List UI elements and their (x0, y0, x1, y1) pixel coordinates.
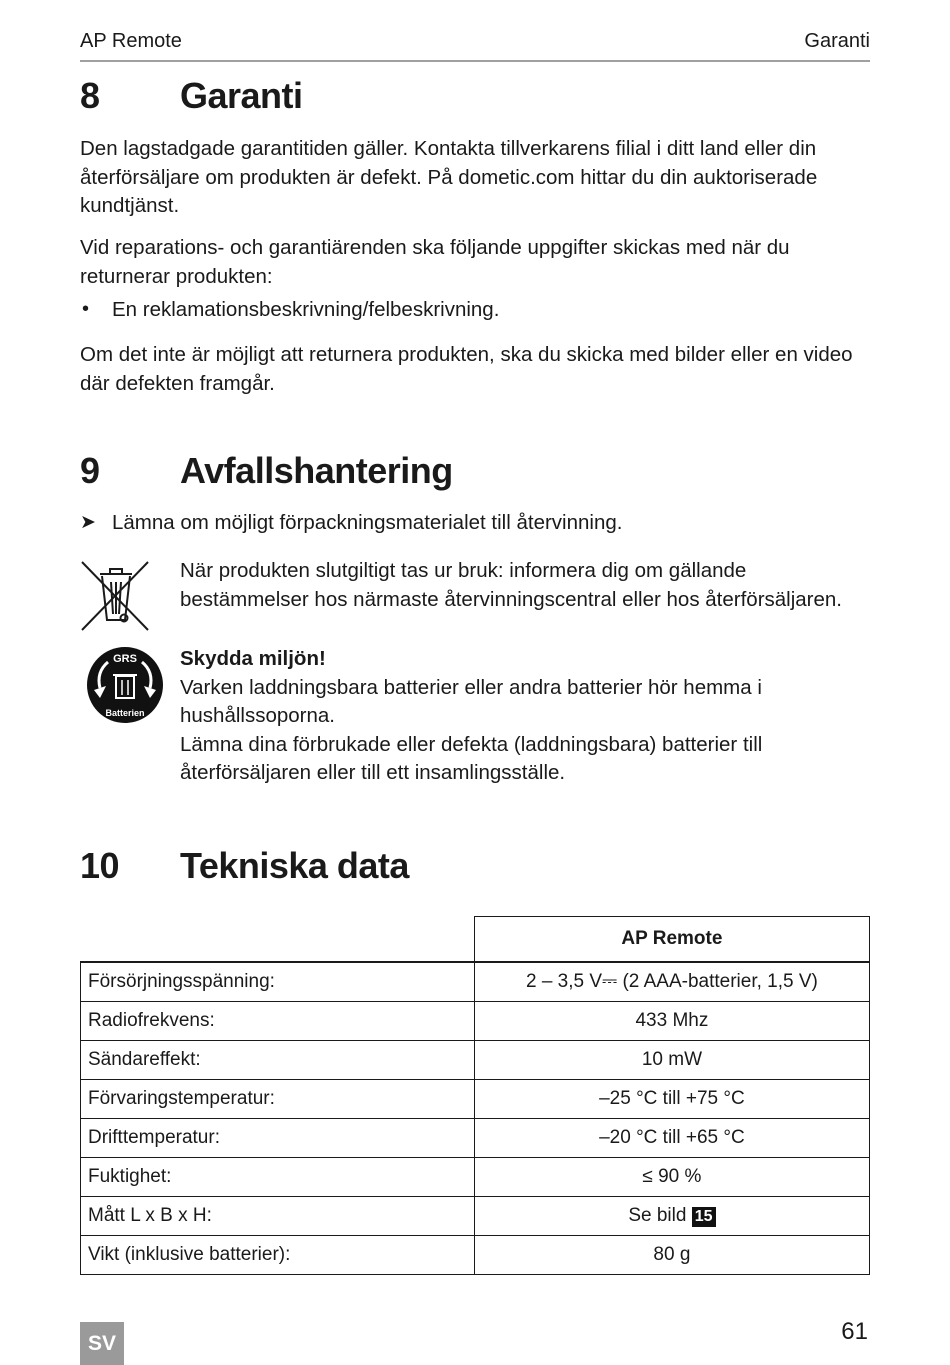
section-10-number: 10 (80, 845, 120, 886)
row-value: 10 mW (474, 1041, 869, 1080)
row-value: –25 °C till +75 °C (474, 1080, 869, 1119)
row-value: ≤ 90 % (474, 1158, 869, 1197)
bullet-marker: • (82, 298, 90, 320)
row-label: Radiofrekvens: (81, 1002, 475, 1041)
row-label: Vikt (inklusive batterier): (81, 1236, 475, 1275)
battery-notice (180, 645, 880, 788)
section-8-paragraph-1: Den lagstadgade garantitiden gäller. Kontakta tillverkarens filial i ditt land eller din återförsäljare om produkten är defekt. På dometic.com hittar du din auktoriserade kundtjänst. (80, 137, 818, 217)
weee-crossed-bin-icon (80, 560, 150, 632)
table-row (81, 1119, 870, 1158)
running-header-section: Garanti (804, 30, 870, 52)
table-row (81, 1041, 870, 1080)
row-value (474, 1197, 869, 1236)
row-value: 80 g (474, 1236, 869, 1275)
table-row (81, 1002, 870, 1041)
row-value: 2 – 3,5 V⎓ (2 AAA-batterier, 1,5 V) (474, 962, 869, 1002)
table-header-empty-cell (81, 917, 475, 963)
row-label: Förvaringstemperatur: (81, 1080, 475, 1119)
grs-batteries-logo (86, 646, 164, 724)
table-row (81, 1236, 870, 1275)
grs-logo-text: GRS (113, 653, 137, 665)
row-value: –20 °C till +65 °C (474, 1119, 869, 1158)
row-label: Försörjningsspänning: (81, 962, 475, 1002)
grs-logo-subtext: Batterien (105, 708, 145, 718)
row-label: Fuktighet: (81, 1158, 475, 1197)
table-header-row (81, 917, 870, 963)
table-row (81, 1158, 870, 1197)
battery-notice-line-1: Varken laddningsbara batterier eller andra batterier hör hemma i hushållssoporna. (180, 675, 762, 727)
section-8-paragraph-2: Vid reparations- och garantiärenden ska följande uppgifter skickas med när du returnerar produkten: (80, 236, 790, 288)
section-8-title: Garanti (180, 75, 303, 116)
row-value: 433 Mhz (474, 1002, 869, 1041)
section-8-paragraph-3: Om det inte är möjligt att returnera produkten, ska du skicka med bilder eller en video där defekten framgår. (80, 343, 853, 395)
header-divider (80, 60, 870, 62)
section-9-number: 9 (80, 450, 100, 491)
table-row (81, 1080, 870, 1119)
table-column-header: AP Remote (474, 917, 869, 963)
section-10-title: Tekniska data (180, 845, 409, 886)
section-8-bullet-item: En reklamationsbeskrivning/felbeskrivning. (112, 298, 500, 321)
battery-notice-heading: Skydda miljön! (180, 647, 326, 670)
instruction-arrow-icon: ➤ (80, 512, 96, 533)
battery-notice-line-2: Lämna dina förbrukade eller defekta (laddningsbara) batterier till återförsäljaren eller till ett insamlingsställe. (180, 732, 763, 784)
row-value-text: Se bild (628, 1205, 687, 1226)
figure-reference-badge: 15 (692, 1207, 716, 1227)
running-header-title: AP Remote (80, 30, 182, 52)
table-row (81, 1197, 870, 1236)
section-9-instruction: Lämna om möjligt förpackningsmaterialet till återvinning. (112, 511, 623, 534)
row-label: Mått L x B x H: (81, 1197, 475, 1236)
technical-data-table (80, 916, 870, 1275)
section-9-title: Avfallshantering (180, 450, 453, 491)
table-row (81, 962, 870, 1002)
weee-disposal-text: När produkten slutgiltigt tas ur bruk: informera dig om gällande bestämmelser hos närmaste återvinningscentral eller hos återförsäljaren. (180, 559, 843, 611)
page-number: 61 (841, 1318, 868, 1345)
language-badge: SV (80, 1322, 124, 1365)
section-8-number: 8 (80, 75, 100, 116)
row-label: Drifttemperatur: (81, 1119, 475, 1158)
row-label: Sändareffekt: (81, 1041, 475, 1080)
